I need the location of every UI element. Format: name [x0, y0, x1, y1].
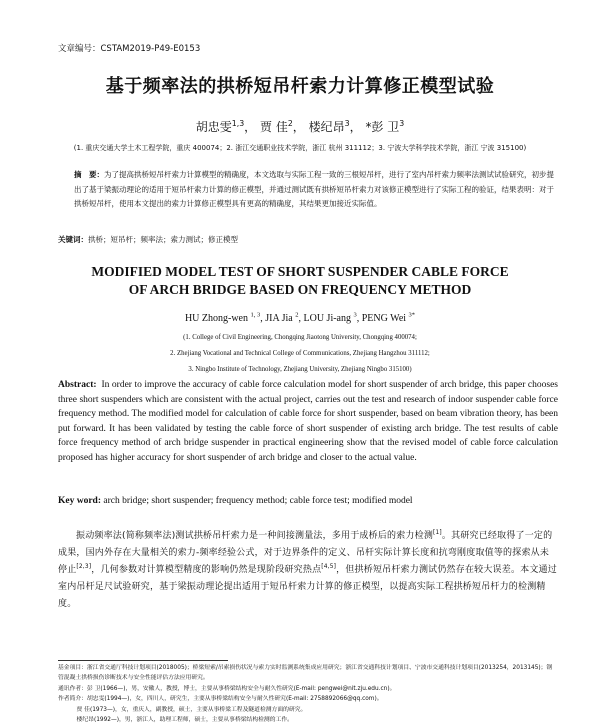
footnote-divider — [58, 660, 228, 661]
cn-keywords-text: 拱桥；短吊杆；频率法；索力测试；修正模型 — [88, 235, 238, 244]
footnote-author-bio: 楼纪昂(1992—)，男，浙江人，助理工程师，硕士，主要从事桥梁结构检测的工作。 — [76, 717, 293, 724]
en-author: PENG Wei $^{3*}$ — [361, 311, 416, 324]
chinese-keywords — [58, 234, 558, 245]
en-affiliation-1: (1. College of Civil Engineering, Chongqing Jiaotong University, Chongqing 400074; — [183, 334, 417, 341]
cn-abstract-label: 摘 要： — [74, 170, 104, 179]
cn-abstract-text: 为了提高拱桥短吊杆索力计算模型的精确度，本文选取与实际工程一致的三根短吊杆，进行了室内吊杆索力频率法测试试验研究，初步提出了基于梁振动理论的适用于短吊杆索力计算的修正模型，并通过测试既有拱桥短吊杆索力对该修正模型进行了实际工程的验证，结果表明：对于拱桥短吊杆，使用本文提出的索力计算修正模型具有更高的精确度，其结果更加接近实际值。 — [74, 170, 554, 209]
en-abstract-text: In order to improve the accuracy of cable force calculation model for short suspender of arch bridge, this paper chooses three short suspenders which are consistent with the actual project, carries out the test and research of indoor suspender cable force frequency method. The modified model for calculation of cable force for short suspender, based on beam vibration theory, has been put forward. It has been validated by testing the cable force of short suspender of existing arch bridge. The test results of cable force frequency method of arch bridge suspender in practical engineering show that the revised model of cable force calculation proposed has higher accuracy for short suspender of arch bridge and closer to the actual value. — [58, 380, 559, 463]
en-keywords-label: Key word: — [58, 496, 102, 506]
citation[interactable]: [4,5] — [321, 564, 337, 570]
english-keywords — [58, 496, 558, 506]
footnote-author-bio: 贾 佳(1973—)，女，重庆人，副教授，硕士，主要从事桥梁工程及隧道检测方面的研究。 — [76, 706, 307, 713]
cn-author: 楼纪昂$^3$， — [308, 119, 362, 134]
en-title-line-1: MODIFIED MODEL TEST OF SHORT SUSPENDER CABLE FORCE — [91, 264, 509, 279]
article-number: 文章编号：CSTAM2019-P49-E0153 — [58, 44, 201, 54]
cn-author: *彭 卫$^3$ — [365, 119, 405, 134]
footnotes — [58, 663, 558, 725]
english-title — [0, 263, 600, 299]
chinese-authors — [0, 118, 600, 135]
citation[interactable]: [1] — [433, 530, 442, 536]
en-author: LOU Ji-ang $^3$, — [303, 311, 362, 324]
citation[interactable]: [2,3] — [76, 564, 92, 570]
en-author: JIA Jia $^2$, — [265, 311, 304, 324]
english-authors — [0, 313, 600, 324]
en-affiliation-2: 2. Zhejiang Vocational and Technical College of Communications, Zhejiang Hangzhou 311112; — [170, 350, 430, 357]
cn-keywords-label: 关键词： — [58, 235, 88, 244]
chinese-title: 基于频率法的拱桥短吊杆索力计算修正模型试验 — [105, 76, 495, 97]
footnote-author-bio: 作者简介：胡忠雯(1994—)，女，四川人，研究生，主要从事桥梁结构安全与耐久性研究(E-mail: 2758892066@qq.com)。 — [58, 696, 383, 703]
footnote-corresponding: 通讯作者：彭 卫(1966—)，男，安徽人，教授，博士，主要从事桥梁结构安全与耐久性研究(E-mail: pengwei@nit.zju.edu.cn)。 — [58, 685, 396, 692]
en-keywords-text: arch bridge; short suspender; frequency method; cable force test; modified model — [103, 496, 413, 506]
footnote-funding: 基金项目：浙江省交通厅科技计划项目(2018005)；桥梁短索/吊索损伤状况与索力实时监测系统集成应用研究；浙江省交通科技计划项目、宁波市交通科技计划项目(2013254，2013145)；钢管混凝土拱桥损伤诊断技术与安全性能评估方法应用研究。 — [58, 665, 553, 682]
chinese-affiliation: (1. 重庆交通大学土木工程学院，重庆 400074；2. 浙江交通职业技术学院，浙江 杭州 311112；3. 宁波大学科学技术学院，浙江 宁波 315100) — [73, 144, 527, 152]
chinese-abstract — [74, 168, 558, 212]
en-abstract-label: Abstract: — [58, 380, 97, 390]
english-abstract — [58, 378, 558, 466]
cn-author: 胡忠雯$^{1,3}$， — [195, 119, 257, 134]
body-paragraph: 振动频率法(简称频率法)测试拱桥吊杆索力是一种间接测量法，多用于成桥后的索力检测[1]。其研究已经取得了一定的成果，国内外存在大量相关的索力-频率经验公式，对于边界条件的定义、吊杆实际计算长度和抗弯刚度取值等的探索从未停止[2,3]，几何参数对计算模型精度的影响仍然是现阶段研究热点[4,5]，但拱桥短吊杆索力测试仍然存在较大误差。本文通过室内吊杆足尺试验研究，基于梁振动理论提出适用于短吊杆索力计算的修正模型，以提高实际工程拱桥短吊杆力的检测精度。 — [58, 530, 557, 609]
en-affiliation-3: 3. Ningbo Institute of Technology, Zhejiang University, Zhejiang Ningbo 315100) — [188, 366, 412, 373]
en-author: HU Zhong-wen $^{1, 3}$, — [184, 311, 266, 324]
en-title-line-2: OF ARCH BRIDGE BASED ON FREQUENCY METHOD — [128, 282, 472, 297]
cn-author: 贾 佳$^2$， — [260, 119, 305, 134]
